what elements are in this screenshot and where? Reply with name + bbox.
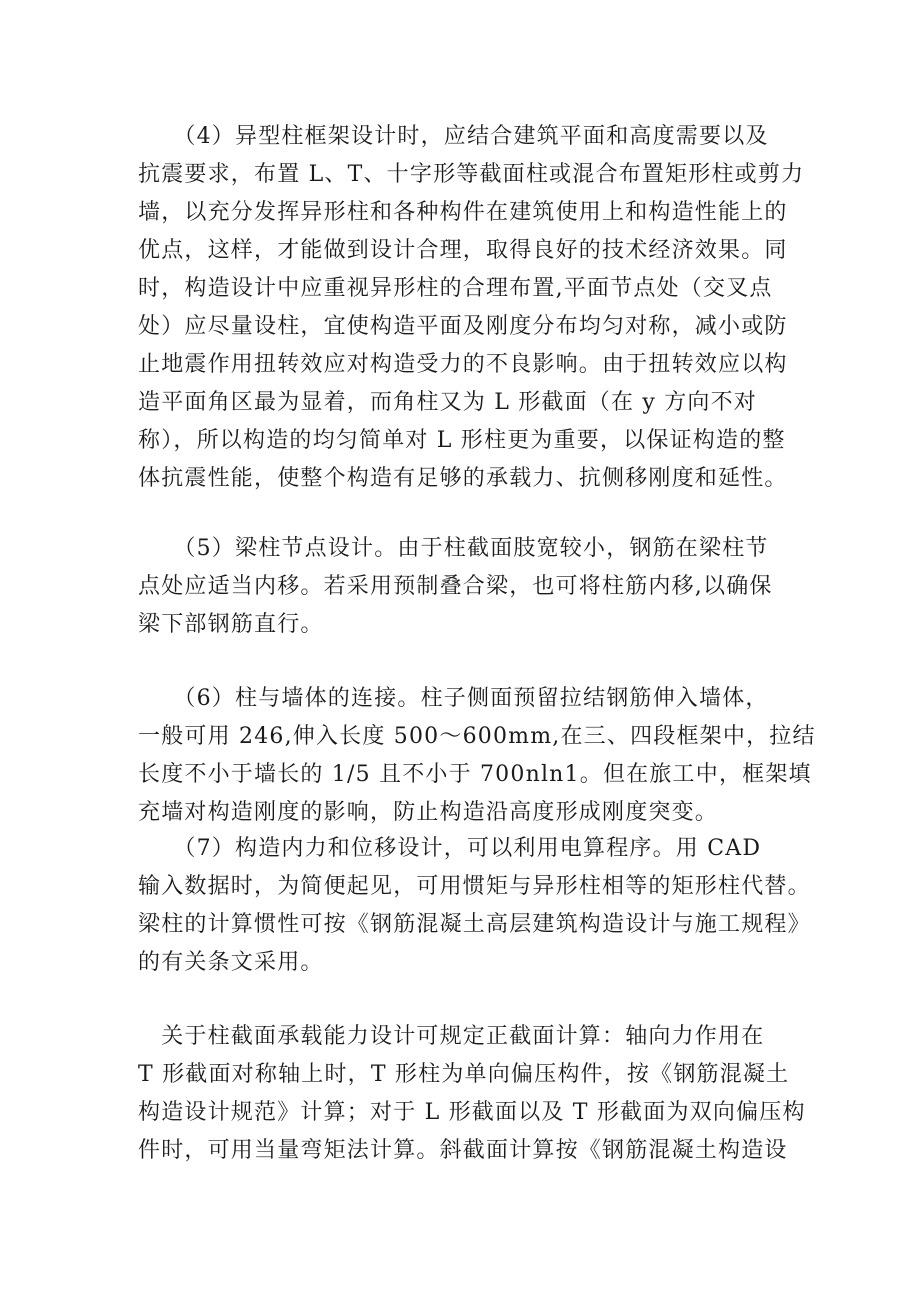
- text-line: 时，构造设计中应重视异形柱的合理布置,平面节点处（交叉点: [138, 276, 773, 301]
- text-line: T 形截面对称轴上时，T 形柱为单向偏压构件，按《钢筋混凝土: [138, 1062, 790, 1087]
- text-line: （5）梁柱节点设计。由于柱截面肢宽较小，钢筋在梁柱节: [138, 536, 769, 561]
- text-line: 件时，可用当量弯矩法计算。斜截面计算按《钢筋混凝土构造设: [138, 1138, 788, 1163]
- paragraph-internal-force-displacement-design: [138, 830, 811, 982]
- text-line: 止地震作用扭转效应对构造受力的不良影响。由于扭转效应以构: [138, 352, 788, 377]
- text-line: 称），所以构造的均匀简单对 L 形柱更为重要，以保证构造的整: [138, 428, 786, 453]
- text-line: 构造设计规范》计算；对于 L 形截面以及 T 形截面为双向偏压构: [138, 1100, 806, 1125]
- text-line: （4）异型柱框架设计时，应结合建筑平面和高度需要以及: [138, 124, 769, 149]
- text-line: 墙，以充分发挥异形柱和各种构件在建筑使用上和构造性能上的: [138, 200, 788, 225]
- text-line: 梁柱的计算惯性可按《钢筋混凝土高层建筑构造设计与施工规程》: [138, 912, 811, 937]
- text-line: 处）应尽量设柱，宜使构造平面及刚度分布均匀对称，减小或防: [138, 314, 788, 339]
- text-line: 的有关条文采用。: [138, 950, 324, 975]
- text-line: （7）构造内力和位移设计，可以利用电算程序。用 CAD: [138, 836, 762, 861]
- text-line: 输入数据时，为简便起见，可用惯矩与异形柱相等的矩形柱代替。: [138, 874, 811, 899]
- text-line: 体抗震性能，使整个构造有足够的承载力、抗侧移刚度和延性。: [138, 466, 788, 491]
- text-line: 优点，这样，才能做到设计合理，取得良好的技术经济效果。同: [138, 238, 788, 263]
- text-line: （6）柱与墙体的连接。柱子侧面预留拉结钢筋伸入墙体，: [138, 686, 769, 711]
- text-line: 充墙对构造刚度的影响，防止构造沿高度形成刚度突变。: [138, 800, 719, 825]
- paragraph-beam-column-joint-design: [138, 530, 798, 644]
- text-line: 关于柱截面承载能力设计可规定正截面计算：轴向力作用在: [138, 1024, 765, 1049]
- text-line: 长度不小于墙长的 1/5 且不小于 700nln1。但在旅工中，框架填: [138, 762, 812, 787]
- text-line: 点处应适当内移。若采用预制叠合梁，也可将柱筋内移,以确保: [138, 574, 773, 599]
- text-line: 一般可用 246,伸入长度 500～600mm,在三、四段框架中，拉结: [138, 724, 816, 749]
- text-line: 造平面角区最为显着，而角柱又为 L 形截面（在 y 方向不对: [138, 390, 758, 415]
- paragraph-section-capacity-design: [138, 1018, 806, 1170]
- paragraph-column-wall-connection: [138, 680, 816, 832]
- text-line: 梁下部钢筋直行。: [138, 612, 324, 637]
- text-line: 抗震要求，布置 L、T、十字形等截面柱或混合布置矩形柱或剪力: [138, 162, 805, 187]
- paragraph-special-column-frame-design: [138, 118, 805, 498]
